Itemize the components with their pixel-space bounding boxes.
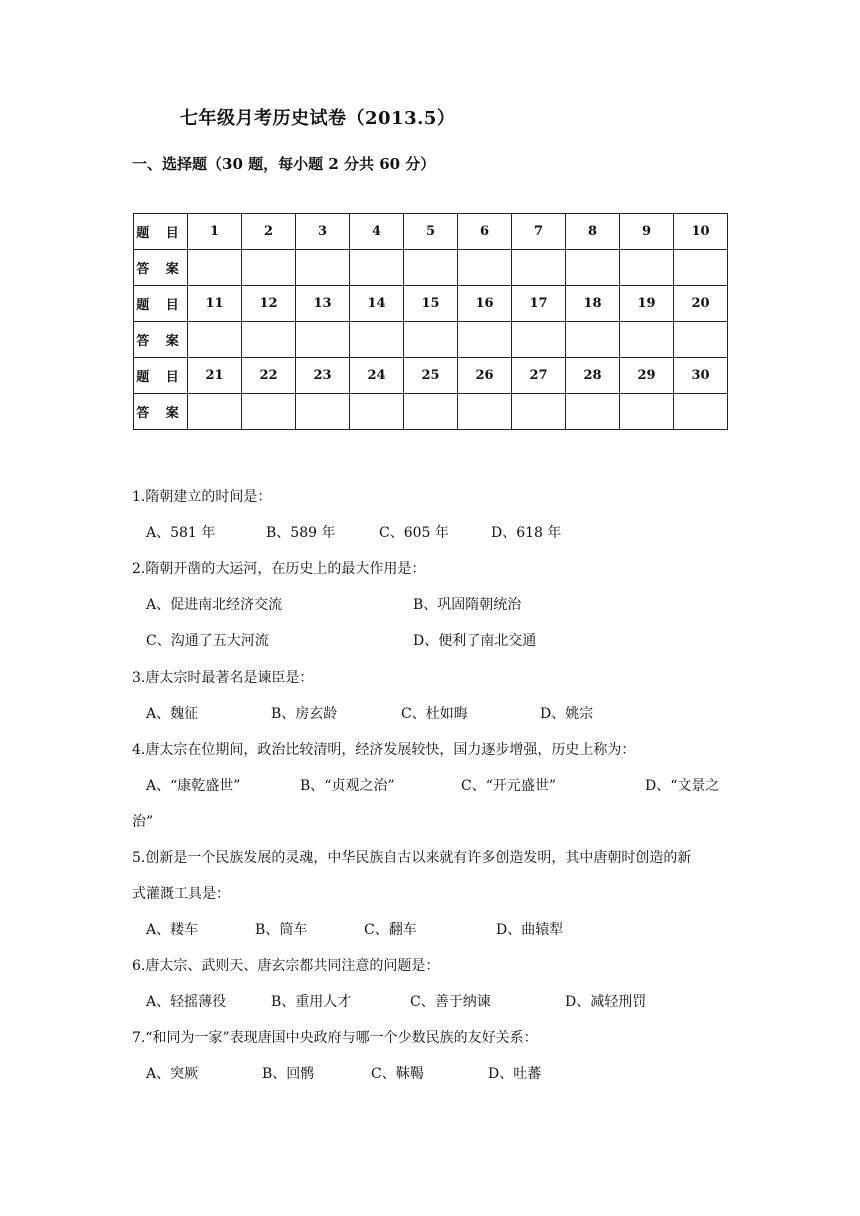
table-row-question-numbers: [134, 358, 728, 394]
question-number-cell: 18: [566, 286, 620, 322]
question-number-cell: 16: [458, 286, 512, 322]
question-number-cell: 20: [674, 286, 728, 322]
answer-cell[interactable]: [242, 322, 296, 358]
question-3-option-d: D、姚宗: [540, 706, 594, 722]
answer-cell[interactable]: [188, 322, 242, 358]
question-number-cell: 1: [188, 214, 242, 250]
question-number-cell: 4: [350, 214, 404, 250]
answer-cell[interactable]: [242, 250, 296, 286]
answer-cell[interactable]: [458, 394, 512, 430]
answer-cell[interactable]: [512, 250, 566, 286]
question-7-stem: 7.“和同为一家”表现唐国中央政府与哪一个少数民族的友好关系：: [132, 1030, 538, 1046]
row-label-question: 题 目: [134, 358, 188, 394]
question-5-option-c: C、翻车: [364, 922, 417, 938]
answer-cell[interactable]: [404, 394, 458, 430]
question-6-stem: 6.唐太宗、武则天、唐玄宗都共同注意的问题是：: [132, 958, 440, 974]
row-label-question: 题 目: [134, 214, 188, 250]
question-number-cell: 19: [620, 286, 674, 322]
question-3-option-a: A、魏征: [146, 706, 199, 722]
question-number-cell: 10: [674, 214, 728, 250]
page-title: 七年级月考历史试卷（2013.5）: [180, 108, 456, 129]
question-4-stem: 4.唐太宗在位期间，政治比较清明，经济发展较快，国力逐步增强，历史上称为：: [132, 742, 636, 758]
question-2-option-d: D、便利了南北交通: [413, 633, 537, 649]
answer-cell[interactable]: [296, 250, 350, 286]
question-number-cell: 22: [242, 358, 296, 394]
question-4-continuation: 治”: [132, 814, 154, 830]
answer-cell[interactable]: [404, 322, 458, 358]
question-4-option-d: D、“文景之: [645, 778, 720, 794]
question-5-option-d: D、曲辕犁: [496, 922, 564, 938]
answer-cell[interactable]: [566, 250, 620, 286]
question-number-cell: 3: [296, 214, 350, 250]
answer-cell[interactable]: [620, 394, 674, 430]
section-heading: 一、选择题（30 题，每小题 2 分共 60 分）: [132, 155, 436, 173]
question-4-option-c: C、“开元盛世”: [461, 778, 557, 794]
question-number-cell: 15: [404, 286, 458, 322]
question-number-cell: 14: [350, 286, 404, 322]
question-1-option-c: C、605 年: [379, 525, 449, 541]
answer-cell[interactable]: [188, 250, 242, 286]
answer-cell[interactable]: [512, 394, 566, 430]
question-1-option-d: D、618 年: [491, 525, 562, 541]
question-2-option-b: B、巩固隋朝统治: [413, 597, 522, 613]
question-5-option-a: A、耧车: [146, 922, 199, 938]
table-row-answers: [134, 322, 728, 358]
question-number-cell: 6: [458, 214, 512, 250]
row-label-question: 题 目: [134, 286, 188, 322]
question-7-option-a: A、突厥: [146, 1066, 199, 1082]
question-3-option-c: C、杜如晦: [401, 706, 468, 722]
question-7-option-b: B、回鹘: [262, 1066, 315, 1082]
row-label-answer: 答 案: [134, 322, 188, 358]
question-5-option-b: B、筒车: [255, 922, 308, 938]
table-row-question-numbers: [134, 214, 728, 250]
answer-cell[interactable]: [404, 250, 458, 286]
table-row-question-numbers: [134, 286, 728, 322]
question-number-cell: 23: [296, 358, 350, 394]
question-4-option-a: A、“康乾盛世”: [146, 778, 241, 794]
question-number-cell: 26: [458, 358, 512, 394]
answer-cell[interactable]: [674, 322, 728, 358]
question-5-stem: 5.创新是一个民族发展的灵魂，中华民族自古以来就有许多创造发明，其中唐朝时创造的新: [132, 850, 692, 866]
question-6-option-b: B、重用人才: [271, 994, 352, 1010]
answer-cell[interactable]: [566, 322, 620, 358]
question-number-cell: 8: [566, 214, 620, 250]
answer-cell[interactable]: [242, 394, 296, 430]
question-7-option-d: D、吐蕃: [488, 1066, 542, 1082]
question-2-option-c: C、沟通了五大河流: [146, 633, 269, 649]
question-6-option-a: A、轻摇薄役: [146, 994, 227, 1010]
answer-cell[interactable]: [458, 322, 512, 358]
question-number-cell: 5: [404, 214, 458, 250]
answer-cell[interactable]: [350, 250, 404, 286]
question-number-cell: 11: [188, 286, 242, 322]
question-number-cell: 29: [620, 358, 674, 394]
question-4-option-b: B、“贞观之治”: [300, 778, 395, 794]
question-1-option-a: A、581 年: [146, 525, 216, 541]
question-number-cell: 25: [404, 358, 458, 394]
question-6-option-d: D、减轻刑罚: [565, 994, 647, 1010]
question-number-cell: 24: [350, 358, 404, 394]
answer-cell[interactable]: [512, 322, 566, 358]
answer-cell[interactable]: [296, 322, 350, 358]
question-number-cell: 21: [188, 358, 242, 394]
row-label-answer: 答 案: [134, 394, 188, 430]
table-row-answers: [134, 394, 728, 430]
question-7-option-c: C、靺鞨: [371, 1066, 424, 1082]
question-number-cell: 9: [620, 214, 674, 250]
answer-cell[interactable]: [188, 394, 242, 430]
answer-cell[interactable]: [458, 250, 512, 286]
question-2-stem: 2.隋朝开凿的大运河，在历史上的最大作用是：: [132, 561, 426, 577]
answer-cell[interactable]: [566, 394, 620, 430]
question-1-stem: 1.隋朝建立的时间是：: [132, 489, 272, 505]
question-6-option-c: C、善于纳谏: [410, 994, 491, 1010]
answer-cell[interactable]: [674, 394, 728, 430]
table-row-answers: [134, 250, 728, 286]
question-number-cell: 7: [512, 214, 566, 250]
question-number-cell: 13: [296, 286, 350, 322]
answer-cell[interactable]: [674, 250, 728, 286]
answer-cell[interactable]: [350, 322, 404, 358]
answer-cell[interactable]: [620, 322, 674, 358]
question-number-cell: 2: [242, 214, 296, 250]
question-number-cell: 12: [242, 286, 296, 322]
question-3-option-b: B、房玄龄: [271, 706, 338, 722]
answer-cell[interactable]: [620, 250, 674, 286]
answer-cell[interactable]: [350, 394, 404, 430]
question-2-option-a: A、促进南北经济交流: [146, 597, 283, 613]
question-1-option-b: B、589 年: [266, 525, 336, 541]
question-number-cell: 28: [566, 358, 620, 394]
question-3-stem: 3.唐太宗时最著名是谏臣是：: [132, 670, 314, 686]
question-number-cell: 27: [512, 358, 566, 394]
question-5-stem-line2: 式灌溉工具是：: [132, 886, 230, 902]
row-label-answer: 答 案: [134, 250, 188, 286]
question-number-cell: 17: [512, 286, 566, 322]
question-number-cell: 30: [674, 358, 728, 394]
answer-cell[interactable]: [296, 394, 350, 430]
answer-table: [133, 213, 728, 430]
